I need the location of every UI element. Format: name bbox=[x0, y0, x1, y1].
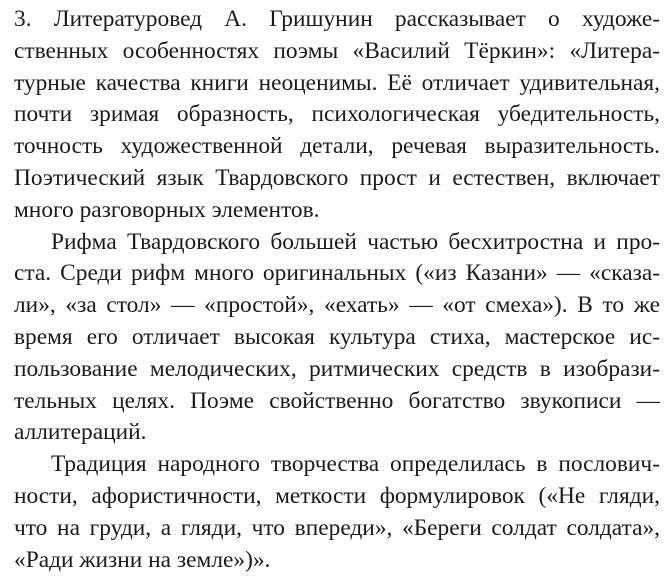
text-line: ственных особенностях поэмы «Василий Тёркин»: «Литера- bbox=[14, 37, 660, 64]
text-line: ли», «за стол» — «простой», «ехать» — «от смеха»). В то же bbox=[14, 292, 660, 319]
text-line: Поэтический язык Твардовского прост и естествен, включает bbox=[14, 164, 660, 191]
text-line: почти зримая образность, психологическая убедительность, bbox=[14, 101, 660, 128]
text-line: «Ради жизни на земле»)». bbox=[14, 546, 271, 573]
document-text bbox=[14, 4, 660, 576]
text-line: точность художественной детали, речевая выразительность. bbox=[14, 133, 660, 160]
paragraph-2 bbox=[14, 227, 660, 450]
text-line: ности, афористичности, меткости формулировок («Не гляди, bbox=[14, 482, 660, 509]
text-line: пользование мелодических, ритмических средств в изобрази- bbox=[14, 355, 660, 382]
text-line: много разговорных элементов. bbox=[14, 196, 320, 223]
paragraph-1 bbox=[14, 4, 660, 227]
text-line: турные качества книги неоценимы. Её отличает удивительная, bbox=[14, 69, 660, 96]
text-line: 3. Литературовед А. Гришунин рассказывает о художе- bbox=[14, 6, 660, 32]
text-line: аллитераций. bbox=[14, 419, 147, 446]
text-line: что на груди, а гляди, что впереди», «Береги солдат солдата», bbox=[14, 514, 660, 541]
text-line: тельных целях. Поэме свойственно богатство звукописи — bbox=[14, 387, 660, 414]
text-line: ста. Среди рифм много оригинальных («из Казани» — «сказа- bbox=[14, 260, 660, 287]
text-line: Рифма Твардовского большей частью бесхитростна и про- bbox=[51, 228, 660, 255]
text-line: Традиция народного творчества определилась в послович- bbox=[51, 451, 660, 478]
text-line: время его отличает высокая культура стиха, мастерское ис- bbox=[14, 323, 660, 350]
